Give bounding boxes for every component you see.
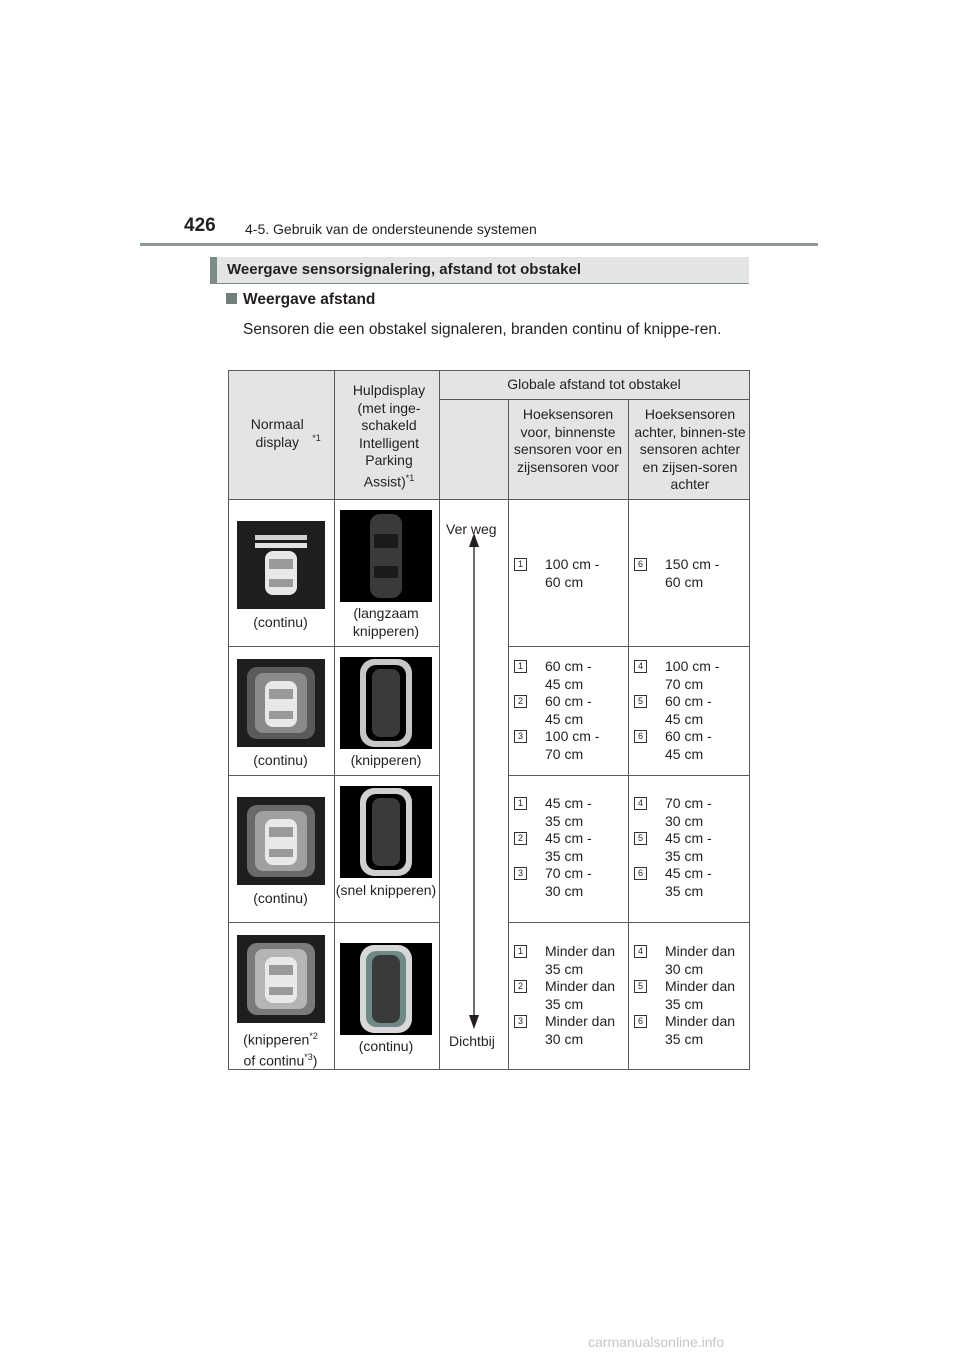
header-normal-display [229, 416, 334, 451]
car-top-view-icon [237, 521, 325, 609]
row2-front-item [514, 728, 624, 764]
car-top-view-icon [237, 935, 325, 1023]
distance-text: 60 cm - 45 cm [545, 693, 592, 727]
sensor-number-badge: 1 [514, 660, 527, 673]
distance-text: 100 cm - 60 cm [545, 556, 600, 590]
row1-assist-caption: (langzaam knipperen) [352, 605, 420, 639]
row3-rear-item [634, 865, 744, 901]
subheading-text: Weergave afstand [243, 291, 376, 308]
distance-text: 60 cm - 45 cm [545, 658, 592, 692]
scale-near-label: Dichtbij [449, 1033, 495, 1049]
distance-scale-arrow-icon [459, 531, 489, 1031]
row3-front-item [514, 830, 624, 866]
scale-far-label: Ver weg [446, 521, 497, 537]
car-top-view-icon [237, 659, 325, 747]
sensor-number-badge: 6 [634, 558, 647, 571]
car-top-view-icon [237, 797, 325, 885]
chapter-title: 4-5. Gebruik van de ondersteunende systemen [245, 221, 537, 237]
row1-front-item [514, 556, 624, 596]
row4-rear-item [634, 943, 744, 979]
row3-assist-caption: (snel knipperen) [335, 882, 437, 898]
distance-text: 45 cm - 35 cm [665, 865, 712, 899]
sensor-number-badge: 4 [634, 660, 647, 673]
distance-text: Minder dan 30 cm [665, 943, 736, 977]
row2-normal-caption: (continu) [253, 752, 308, 768]
row2-rear-item [634, 658, 744, 694]
caption-text: (knipperen [243, 1031, 310, 1048]
section-heading-text: Weergave sensorsignalering, afstand tot obstakel [227, 261, 581, 278]
assist-display-image [340, 943, 432, 1035]
distance-text: 70 cm - 30 cm [545, 865, 592, 899]
row4-normal-caption [228, 1028, 333, 1070]
sensor-number-badge: 3 [514, 730, 527, 743]
car-top-view-icon [340, 943, 432, 1035]
footnote-ref: *2 [309, 1031, 318, 1041]
sensor-number-badge: 6 [634, 730, 647, 743]
watermark: carmanualsonline.info [588, 1334, 725, 1350]
row3-normal-caption: (continu) [253, 890, 308, 906]
distance-text: 150 cm - 60 cm [665, 556, 720, 590]
row4-front-item [514, 943, 624, 979]
sensor-number-badge: 4 [634, 797, 647, 810]
normal-display-image [237, 935, 325, 1023]
footnote-ref: *1 [312, 432, 321, 443]
car-top-view-icon [340, 786, 432, 878]
sensor-number-badge: 1 [514, 797, 527, 810]
sensor-number-badge: 6 [634, 1015, 647, 1028]
assist-display-image [340, 786, 432, 878]
row4-rear-item [634, 978, 744, 1014]
footnote-ref: *3 [304, 1052, 313, 1063]
row4-front-item [514, 978, 624, 1014]
sensor-number-badge: 2 [514, 980, 527, 993]
header-rule [140, 243, 818, 246]
page-number: 426 [184, 215, 216, 236]
row3-rear-item [634, 830, 744, 866]
sensor-number-badge: 1 [514, 558, 527, 571]
distance-text: 60 cm - 45 cm [665, 728, 712, 762]
section-heading [210, 257, 749, 284]
header-front-sensors: Hoeksensoren voor, binnenste sensoren voor en zijsensoren voor [513, 406, 623, 475]
sensor-number-badge: 5 [634, 695, 647, 708]
normal-display-image [237, 797, 325, 885]
header-normal-display-text: Normaal display [250, 416, 304, 450]
normal-display-image [237, 521, 325, 609]
car-top-view-icon [340, 510, 432, 602]
row2-front-item [514, 693, 624, 729]
square-bullet-icon [226, 293, 237, 304]
caption-text: of continu [243, 1052, 305, 1069]
sensor-number-badge: 2 [514, 832, 527, 845]
row2-front-item [514, 658, 624, 694]
row3-rear-item [634, 795, 744, 831]
assist-display-image [340, 510, 432, 602]
header-global-distance: Globale afstand tot obstakel [507, 376, 681, 392]
distance-text: Minder dan 35 cm [665, 1013, 736, 1047]
distance-text: 45 cm - 35 cm [545, 795, 592, 829]
sensor-number-badge: 4 [634, 945, 647, 958]
sensor-number-badge: 3 [514, 867, 527, 880]
sensor-number-badge: 2 [514, 695, 527, 708]
distance-text: 100 cm - 70 cm [545, 728, 600, 762]
row2-rear-item [634, 728, 744, 764]
row1-normal-caption: (continu) [253, 614, 308, 630]
distance-text: Minder dan 35 cm [545, 978, 616, 1012]
sensor-number-badge: 3 [514, 1015, 527, 1028]
row2-assist-caption: (knipperen) [350, 752, 422, 768]
header-assist-display [341, 382, 437, 491]
header-assist-display-text: Hulpdisplay (met inge-schakeld Intelligent Parking Assist) [352, 382, 426, 490]
normal-display-image [237, 659, 325, 747]
assist-display-image [340, 657, 432, 749]
row3-front-item [514, 795, 624, 831]
distance-text: 60 cm - 45 cm [665, 693, 712, 727]
sensor-number-badge: 5 [634, 980, 647, 993]
caption-text: ) [312, 1052, 318, 1069]
distance-text: 45 cm - 35 cm [665, 830, 712, 864]
sensor-number-badge: 1 [514, 945, 527, 958]
subheading [226, 291, 375, 309]
sensor-number-badge: 5 [634, 832, 647, 845]
row1-rear-item [634, 556, 744, 596]
header-rear-sensors: Hoeksensoren achter, binnen-ste sensoren achter en zijsen-soren achter [634, 406, 746, 492]
footnote-ref: *1 [405, 472, 415, 483]
row2-rear-item [634, 693, 744, 729]
row4-rear-item [634, 1013, 744, 1049]
car-top-view-icon [340, 657, 432, 749]
distance-text: 45 cm - 35 cm [545, 830, 592, 864]
row4-assist-caption: (continu) [358, 1038, 414, 1054]
distance-text: Minder dan 30 cm [545, 1013, 616, 1047]
distance-text: Minder dan 35 cm [545, 943, 616, 977]
body-text: Sensoren die een obstakel signaleren, branden continu of knippe-ren. [243, 321, 722, 338]
row4-front-item [514, 1013, 624, 1049]
distance-text: Minder dan 35 cm [665, 978, 736, 1012]
distance-text: 100 cm - 70 cm [665, 658, 720, 692]
row3-front-item [514, 865, 624, 901]
distance-text: 70 cm - 30 cm [665, 795, 712, 829]
sensor-number-badge: 6 [634, 867, 647, 880]
